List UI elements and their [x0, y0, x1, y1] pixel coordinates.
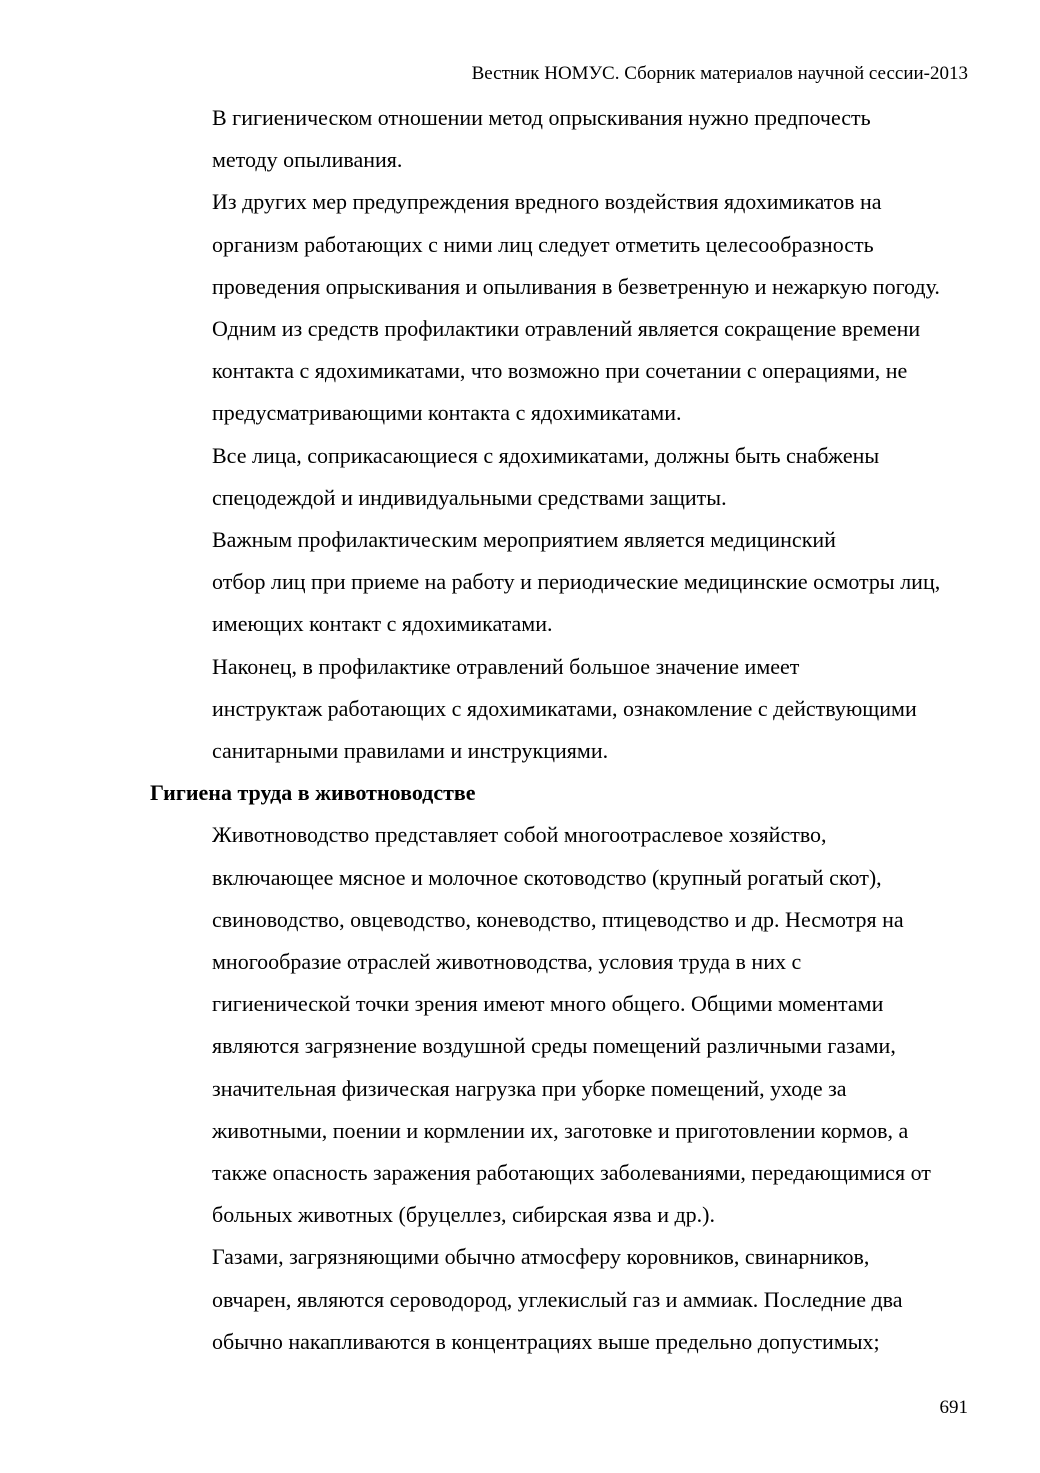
text-line: больных животных (бруцеллез, сибирская язва и др.).	[212, 1202, 715, 1228]
text-line: животными, поении и кормлении их, заготовке и приготовлении кормов, а	[212, 1117, 909, 1143]
text-line: Одним из средств профилактики отравлений является сокращение времени	[212, 316, 921, 342]
text-line: обычно накапливаются в концентрациях выше предельно допустимых;	[212, 1328, 880, 1354]
paragraph	[150, 1236, 970, 1363]
text-line: контакта с ядохимикатами, что возможно при сочетании с операциями, не	[212, 358, 908, 384]
page-number: 691	[939, 1397, 968, 1418]
text-line: многообразие отраслей животноводства, условия труда в них с	[212, 949, 802, 975]
text-line: В гигиеническом отношении метод опрыскивания нужно предпочесть	[212, 105, 871, 130]
text-line: инструктаж работающих с ядохимикатами, ознакомление с действующими	[212, 695, 917, 721]
text-line: значительная физическая нагрузка при уборке помещений, уходе за	[212, 1075, 847, 1101]
text-line: Все лица, соприкасающиеся с ядохимикатами, должны быть снабжены	[212, 442, 880, 468]
paragraph	[150, 435, 970, 519]
paragraph	[150, 814, 970, 1236]
text-line: предусматривающими контакта с ядохимикатами.	[212, 400, 682, 426]
text-line: свиноводство, овцеводство, коневодство, птицеводство и др. Несмотря на	[212, 906, 904, 932]
text-line: проведения опрыскивания и опыливания в безветренную и нежаркую погоду.	[212, 273, 940, 299]
body-text	[150, 97, 970, 1363]
text-line: гигиенической точки зрения имеют много общего. Общими моментами	[212, 991, 884, 1017]
text-line: включающее мясное и молочное скотоводство (крупный рогатый скот),	[212, 864, 882, 890]
paragraph	[150, 181, 970, 434]
paragraph	[150, 97, 970, 181]
text-line: организм работающих с ними лиц следует отметить целесообразность	[212, 231, 874, 257]
text-line: Важным профилактическим мероприятием является медицинский	[212, 527, 836, 553]
text-line: методу опыливания.	[212, 147, 403, 173]
text-line: имеющих контакт с ядохимикатами.	[212, 611, 553, 637]
text-line: отбор лиц при приеме на работу и периодические медицинские осмотры лиц,	[212, 569, 941, 595]
text-line: являются загрязнение воздушной среды помещений различными газами,	[212, 1033, 896, 1059]
text-line: спецодеждой и индивидуальными средствами защиты.	[212, 484, 727, 510]
text-line: Из других мер предупреждения вредного воздействия ядохимикатов на	[212, 189, 882, 215]
paragraph	[150, 519, 970, 646]
text-line: санитарными правилами и инструкциями.	[212, 738, 609, 764]
text-line: овчарен, являются сероводород, углекислый газ и аммиак. Последние два	[212, 1286, 903, 1312]
paragraph	[150, 646, 970, 773]
text-line: Газами, загрязняющими обычно атмосферу коровников, свинарников,	[212, 1244, 870, 1270]
section-heading: Гигиена труда в животноводстве	[150, 780, 476, 806]
text-line: Наконец, в профилактике отравлений большое значение имеет	[212, 653, 800, 679]
text-line: также опасность заражения работающих заболеваниями, передающимися от	[212, 1160, 931, 1186]
running-header: Вестник НОМУС. Сборник материалов научной сессии-2013	[471, 63, 968, 84]
text-line: Животноводство представляет собой многоотраслевое хозяйство,	[212, 822, 827, 848]
